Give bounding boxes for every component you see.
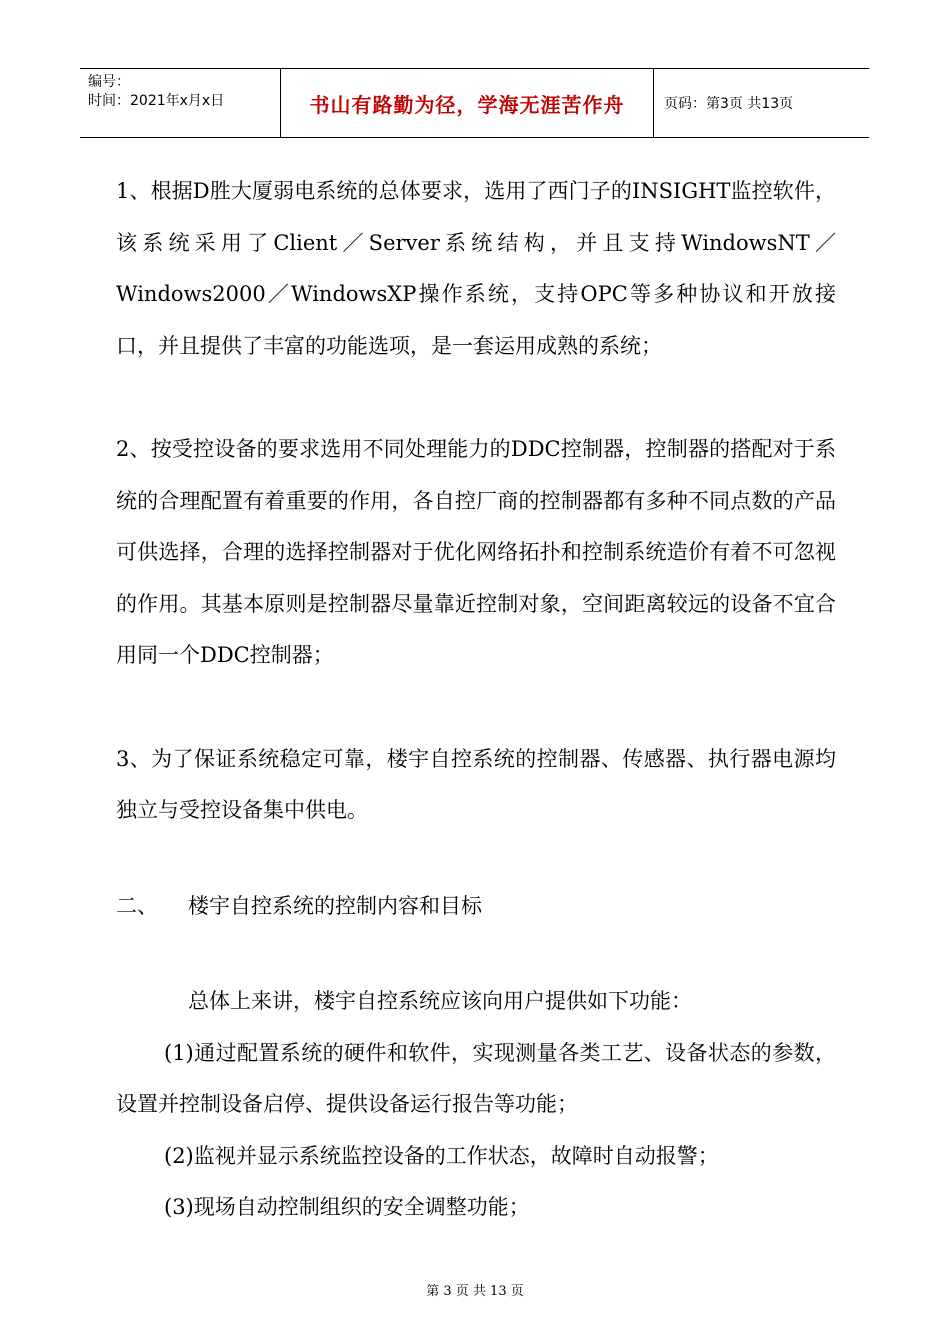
list-item-1: (1)通过配置系统的硬件和软件，实现测量各类工艺、设备状态的参数，设置并控制设备启停、提供设备运行报告等功能； xyxy=(116,1040,836,1116)
paragraph-2: 2、按受控设备的要求选用不同处理能力的DDC控制器，控制器的搭配对于系统的合理配置有着重要的作用，各自控厂商的控制器都有多种不同点数的产品可供选择，合理的选择控制器对于优化网络拓扑和控制系统造价有着不可忽视的作用。其基本原则是控制器尽量靠近控制对象，空间距离较远的设备不宜合用同一个DDC控制器； xyxy=(116,437,836,667)
page-footer: 第 3 页 共 13 页 xyxy=(426,1284,524,1299)
page-header xyxy=(80,68,869,138)
section-title: 楼宇自控系统的控制内容和目标 xyxy=(188,893,482,918)
document-body xyxy=(116,166,836,1234)
doc-time-label: 时间：2021年x月x日 xyxy=(88,93,225,109)
paragraph-3: 3、为了保证系统稳定可靠，楼宇自控系统的控制器、传感器、执行器电源均独立与受控设备集中供电。 xyxy=(116,746,836,822)
section-heading xyxy=(116,881,836,933)
header-motto: 书山有路勤为径，学海无涯苦作舟 xyxy=(281,69,654,137)
paragraph-gap xyxy=(116,372,836,424)
list-item-3: (3)现场自动控制组织的安全调整功能； xyxy=(164,1195,530,1219)
doc-number-label: 编号： xyxy=(88,74,130,90)
paragraph-gap xyxy=(116,682,836,734)
paragraph-gap xyxy=(116,837,836,881)
intro-paragraph: 总体上来讲，楼宇自控系统应该向用户提供如下功能： xyxy=(188,989,692,1013)
list-item-2: (2)监视并显示系统监控设备的工作状态，故障时自动报警； xyxy=(164,1143,719,1168)
header-page-info: 页码：第3页 共13页 xyxy=(664,96,794,112)
paragraph-1: 1、根据D胜大厦弱电系统的总体要求，选用了西门子的INSIGHT监控软件，该系统采用了Client／Server系统结构，并且支持WindowsNT／Windows2000／WindowsXP操作系统，支持OPC等多种协议和开放接口，并且提供了丰富的功能选项，是一套运用成熟的系统； xyxy=(116,179,836,358)
paragraph-gap xyxy=(116,932,836,976)
header-meta xyxy=(80,69,281,137)
section-number: 二、 xyxy=(116,893,158,918)
